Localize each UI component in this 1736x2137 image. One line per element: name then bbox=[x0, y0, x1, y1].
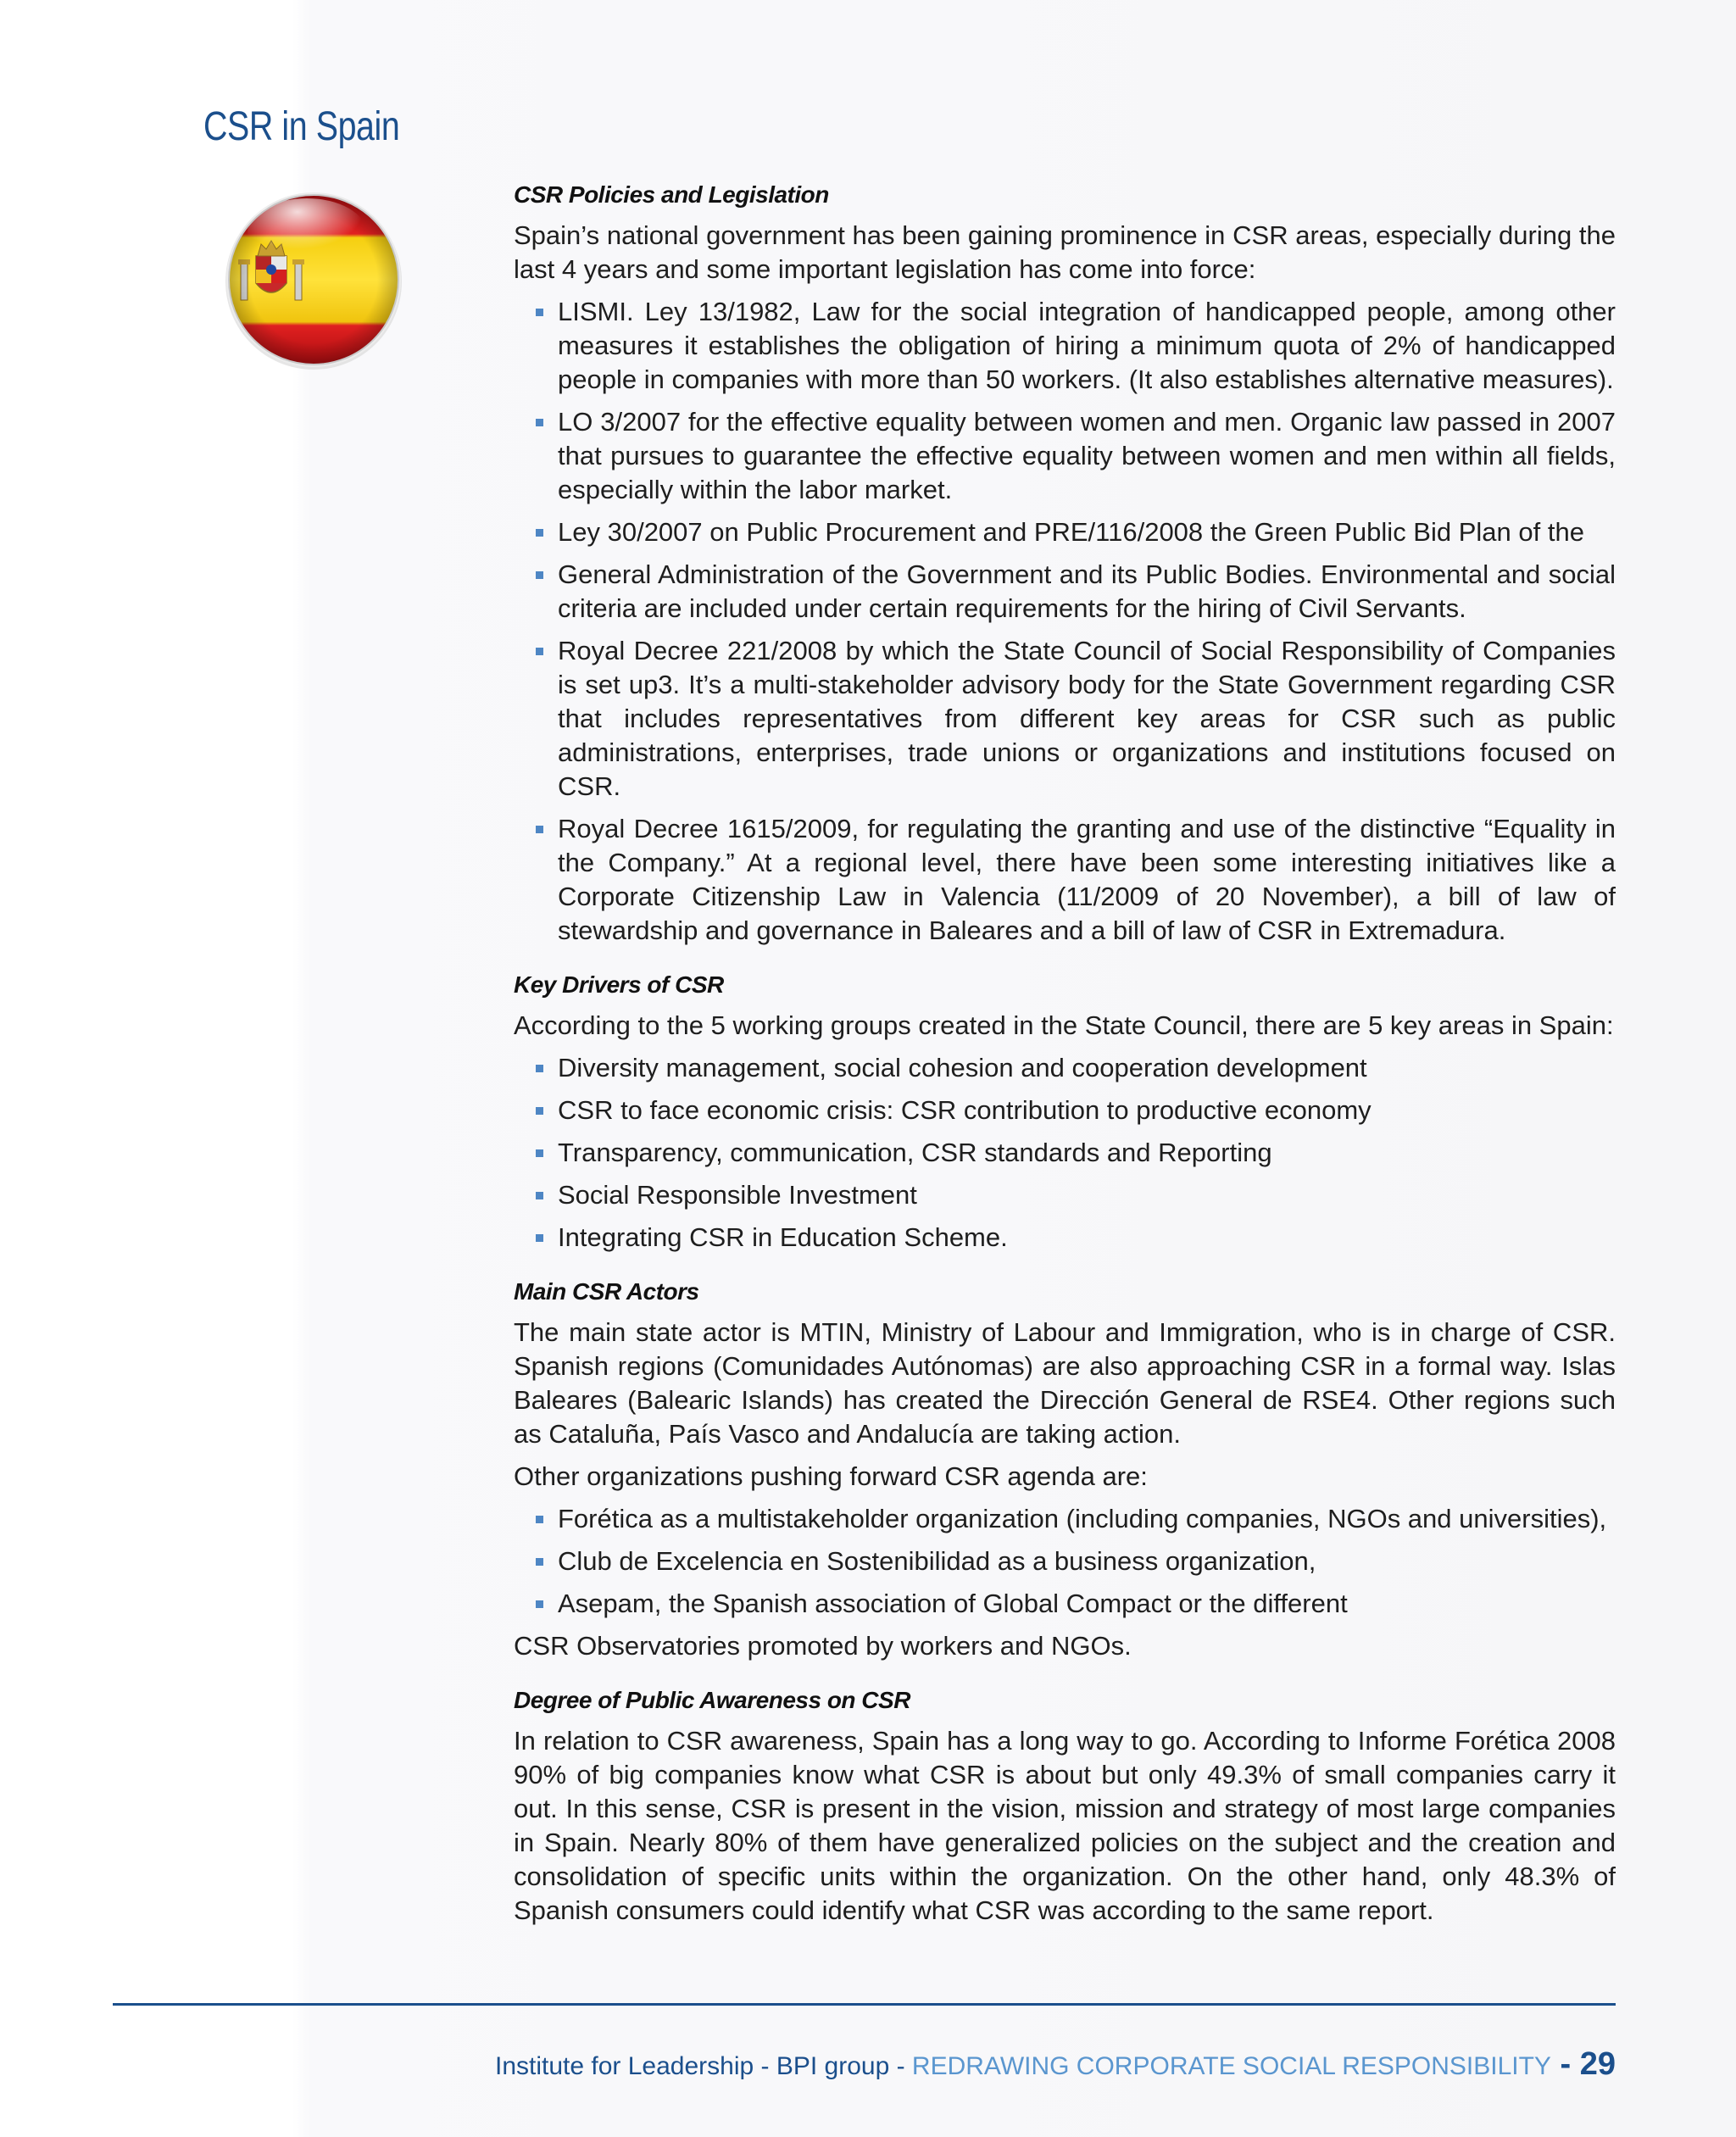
list-item: CSR to face economic crisis: CSR contribution to productive economy bbox=[514, 1094, 1616, 1127]
list-item: Asepam, the Spanish association of Global Compact or the different bbox=[514, 1587, 1616, 1621]
footer-series-title: REDRAWING CORPORATE SOCIAL RESPONSIBILITY bbox=[911, 2052, 1551, 2080]
bullet-icon bbox=[536, 1600, 543, 1608]
footer-organization: Institute for Leadership - BPI group - bbox=[494, 2052, 912, 2080]
list-item: Club de Excelencia en Sostenibilidad as a business organization, bbox=[514, 1544, 1616, 1578]
list-item: Integrating CSR in Education Scheme. bbox=[514, 1221, 1616, 1255]
page-number: 29 bbox=[1579, 2046, 1616, 2082]
list-item: Ley 30/2007 on Public Procurement and PRE/116/2008 the Green Public Bid Plan of the bbox=[514, 515, 1616, 549]
list-item: LISMI. Ley 13/1982, Law for the social integration of handicapped people, among other measures it establishes the obligation of hiring a minimum quota of 2% of handicapped people in companies with more than 50 workers. (It also establishes alternative measures). bbox=[514, 295, 1616, 397]
section-heading-awareness: Degree of Public Awareness on CSR bbox=[514, 1687, 910, 1713]
page-footer bbox=[495, 2046, 1616, 2083]
actors-other-orgs: Other organizations pushing forward CSR agenda are: bbox=[514, 1461, 1148, 1491]
actors-list bbox=[514, 1502, 1616, 1621]
section-heading-drivers: Key Drivers of CSR bbox=[514, 971, 724, 998]
drivers-list bbox=[514, 1051, 1616, 1255]
bullet-icon bbox=[536, 571, 543, 579]
bullet-icon bbox=[536, 1192, 543, 1199]
list-item: Royal Decree 1615/2009, for regulating the granting and use of the distinctive “Equality in the Company.” At a regional level, there have been some interesting initiatives like a Corporate Citizenship Law in Valencia (11/2009 of 20 November), a bill of law of stewardship and governance in Baleares and a bill of law of CSR in Extremadura. bbox=[514, 812, 1616, 948]
actors-observatories: CSR Observatories promoted by workers and NGOs. bbox=[514, 1631, 1132, 1661]
bullet-icon bbox=[536, 529, 543, 537]
awareness-paragraph: In relation to CSR awareness, Spain has a long way to go. According to Informe Forética 2008 90% of big companies know what CSR is about but only 49.3% of small companies carry it out. In this sense, CSR is present in the vision, mission and strategy of most large companies in Spain. Nearly 80% of them have generalized policies on the subject and the creation and consolidation of specific units within the organization. On the other hand, only 48.3% of Spanish consumers could identify what CSR was according to the same report. bbox=[514, 1726, 1616, 1925]
list-item: Transparency, communication, CSR standards and Reporting bbox=[514, 1136, 1616, 1170]
bullet-icon bbox=[536, 1107, 543, 1115]
bullet-icon bbox=[536, 826, 543, 833]
bullet-icon bbox=[536, 1234, 543, 1242]
actors-paragraph: The main state actor is MTIN, Ministry of Labour and Immigration, who is in charge of CSR. Spanish regions (Comunidades Autónomas) are also approaching CSR in a formal way. Islas Baleares (Balearic Islands) has created the Dirección General de RSE4. Other regions such as Cataluña, País Vasco and Andalucía are taking action. bbox=[514, 1317, 1616, 1449]
list-item: LO 3/2007 for the effective equality between women and men. Organic law passed in 2007 that pursues to guarantee the effective equality between women and men within all fields, especially within the labor market. bbox=[514, 405, 1616, 507]
section-heading-policies: CSR Policies and Legislation bbox=[514, 181, 829, 208]
list-item: General Administration of the Government and its Public Bodies. Environmental and social criteria are included under certain requirements for the hiring of Civil Servants. bbox=[514, 558, 1616, 626]
bullet-icon bbox=[536, 1558, 543, 1566]
bullet-icon bbox=[536, 1149, 543, 1157]
page-title: CSR in Spain bbox=[203, 104, 400, 149]
drivers-intro: According to the 5 working groups created in the State Council, there are 5 key areas in Spain: bbox=[514, 1010, 1614, 1040]
bullet-icon bbox=[536, 1516, 543, 1523]
list-item: Diversity management, social cohesion and cooperation development bbox=[514, 1051, 1616, 1085]
bullet-icon bbox=[536, 1065, 543, 1072]
list-item: Social Responsible Investment bbox=[514, 1178, 1616, 1212]
footer-separator: - bbox=[1550, 2046, 1580, 2082]
bullet-icon bbox=[536, 309, 543, 316]
section-heading-actors: Main CSR Actors bbox=[514, 1278, 699, 1305]
spain-flag-icon bbox=[222, 188, 405, 371]
list-item: Forética as a multistakeholder organization (including companies, NGOs and universities), bbox=[514, 1502, 1616, 1536]
bullet-icon bbox=[536, 419, 543, 426]
main-content bbox=[514, 180, 1616, 1936]
policies-list bbox=[514, 295, 1616, 948]
footer-divider bbox=[113, 2003, 1616, 2006]
bullet-icon bbox=[536, 648, 543, 655]
policies-intro: Spain’s national government has been gaining prominence in CSR areas, especially during the last 4 years and some important legislation has come into force: bbox=[514, 220, 1616, 284]
list-item: Royal Decree 221/2008 by which the State Council of Social Responsibility of Companies is set up3. It’s a multi-stakeholder advisory body for the State Government regarding CSR that includes representatives from different key areas for CSR such as public administrations, enterprises, trade unions or organizations and institutions focused on CSR. bbox=[514, 634, 1616, 804]
